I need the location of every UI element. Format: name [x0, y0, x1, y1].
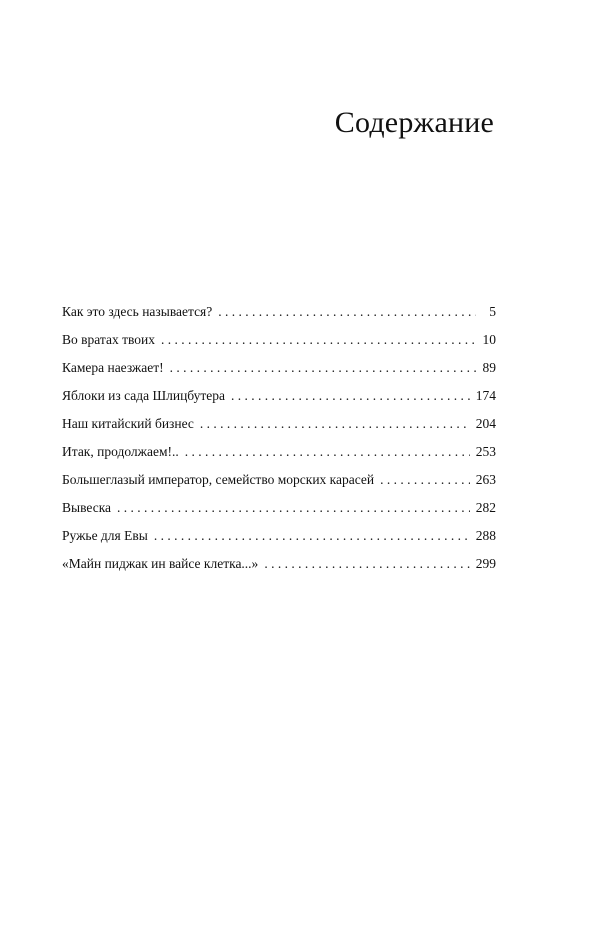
toc-entry-title: Наш китайский бизнес [62, 416, 194, 431]
dot-leader [185, 438, 470, 466]
dot-leader [231, 382, 470, 410]
toc-entry-title: Вывеска [62, 500, 112, 515]
dot-leader [218, 298, 476, 326]
toc-entry-page: 263 [475, 472, 496, 487]
toc-entry [62, 354, 496, 382]
dot-leader [380, 466, 470, 494]
toc-entry-page: 282 [475, 500, 496, 515]
toc-entry-title: «Майн пиджак ин вайсе клетка...» [62, 556, 259, 571]
dot-leader [264, 550, 469, 578]
dot-leader [154, 522, 470, 550]
toc-entry [62, 466, 496, 494]
toc-entry-page: 174 [475, 388, 496, 403]
toc-entry [62, 522, 496, 550]
toc-entry-title: Камера наезжает! [62, 360, 164, 375]
toc-entry-page: 10 [482, 332, 496, 347]
toc-entry-title: Большеглазый император, семейство морских карасей [62, 472, 375, 487]
toc-entry [62, 410, 496, 438]
dot-leader [161, 326, 476, 354]
toc-entry [62, 298, 496, 326]
table-of-contents [62, 298, 496, 578]
toc-entry [62, 550, 496, 578]
toc-entry-page: 89 [482, 360, 496, 375]
toc-entry-page: 204 [475, 416, 496, 431]
toc-entry [62, 326, 496, 354]
dot-leader [200, 410, 470, 438]
page-title: Содержание [334, 106, 494, 139]
dot-leader [117, 494, 470, 522]
toc-entry-page: 253 [475, 444, 496, 459]
toc-entry-title: Как это здесь называется? [62, 304, 213, 319]
toc-entry [62, 494, 496, 522]
toc-entry [62, 382, 496, 410]
toc-entry-title: Яблоки из сада Шлицбутера [62, 388, 226, 403]
toc-entry [62, 438, 496, 466]
dot-leader [170, 354, 476, 382]
toc-entry-title: Итак, продолжаем!.. [62, 444, 179, 459]
toc-entry-page: 5 [489, 304, 496, 319]
toc-entry-title: Во вратах твоих [62, 332, 155, 347]
toc-entry-page: 299 [475, 556, 496, 571]
toc-entry-page: 288 [475, 528, 496, 543]
toc-entry-title: Ружье для Евы [62, 528, 148, 543]
